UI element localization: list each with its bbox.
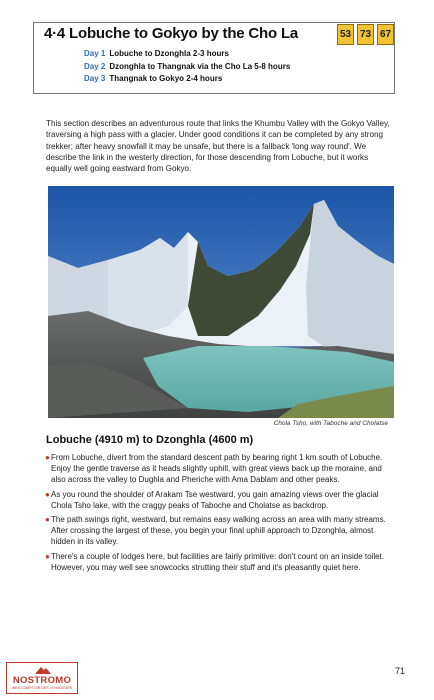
day-label: Day 2 [84,61,106,71]
mountain-icon [35,665,51,674]
list-item [46,452,396,486]
list-item [46,551,396,573]
logo-tagline: WEB COMPTOIR DES VOYAGEURS [11,686,73,690]
intro-paragraph: This section describes an adventurous route that links the Khumbu Valley with the Gokyo Valley, traversing a high pass with a glacier. Under good conditions it can be completed by any strong trekker; after heavy snowfall it may be unsafe, but there is a fallback 'long way round'. We describe the link in the westerly direction, for those descending from Lobuche, but it works equally well going eastward from Gokyo. [46,119,390,173]
bullet-text: From Lobuche, divert from the standard descent path by bearing right 1 km south of Lobuche. Enjoy the gentle traverse as it heads slightly uphill, with great views back up the moraine, and also across the valley to Dughla and Pheriche with Ama Dablam and other peaks. [51,453,383,485]
bullet-text: The path swings right, westward, but remains easy walking across an area with many streams. After crossing the largest of these, you begin your final uphill approach to Dzonghla, almost hidden in its valley. [51,515,386,547]
logo-name: NOSTROMO [12,675,72,686]
day-text: Thangnak to Gokyo 2-4 hours [109,74,223,83]
nostromo-logo [6,662,78,694]
mountain-lake-photo [48,186,394,418]
bullet-list [46,452,396,576]
day-list [84,48,290,86]
bullet-icon: ● [45,515,50,525]
grade-badge-3: 67 [377,24,394,45]
list-item [46,489,396,511]
list-item [46,514,396,548]
day-label: Day 3 [84,74,106,83]
day-text: Lobuche to Dzonghla 2-3 hours [109,49,229,58]
grade-badges [337,24,394,45]
day-row [84,73,290,86]
bullet-text: There's a couple of lodges here, but facilities are fairly primitive: don't count on an inside toilet. However, you may well see snowcocks strutting their stuff and it's pleasantly quiet here. [51,551,385,572]
section-heading: Lobuche (4910 m) to Dzonghla (4600 m) [46,434,254,446]
grade-badge-2: 73 [357,24,374,45]
day-row [84,48,290,61]
bullet-icon: ● [45,453,50,462]
bullet-text: As you round the shoulder of Arakam Tse westward, you gain amazing views over the glacial Chola Tsho lake, with the craggy peaks of Taboche and Cholatse as backdrop. [51,489,379,510]
day-text: Dzonghla to Thangnak via the Cho La 5-8 hours [109,61,291,71]
photo-caption: Chola Tsho, with Taboche and Cholatse [273,420,388,427]
grade-badge-1: 53 [337,24,354,45]
bullet-icon: ● [45,489,50,499]
day-label: Day 1 [84,49,106,58]
page-number: 71 [395,666,406,676]
day-row [84,61,290,74]
route-title: 4·4 Lobuche to Gokyo by the Cho La [40,25,302,42]
bullet-icon: ● [45,551,50,561]
